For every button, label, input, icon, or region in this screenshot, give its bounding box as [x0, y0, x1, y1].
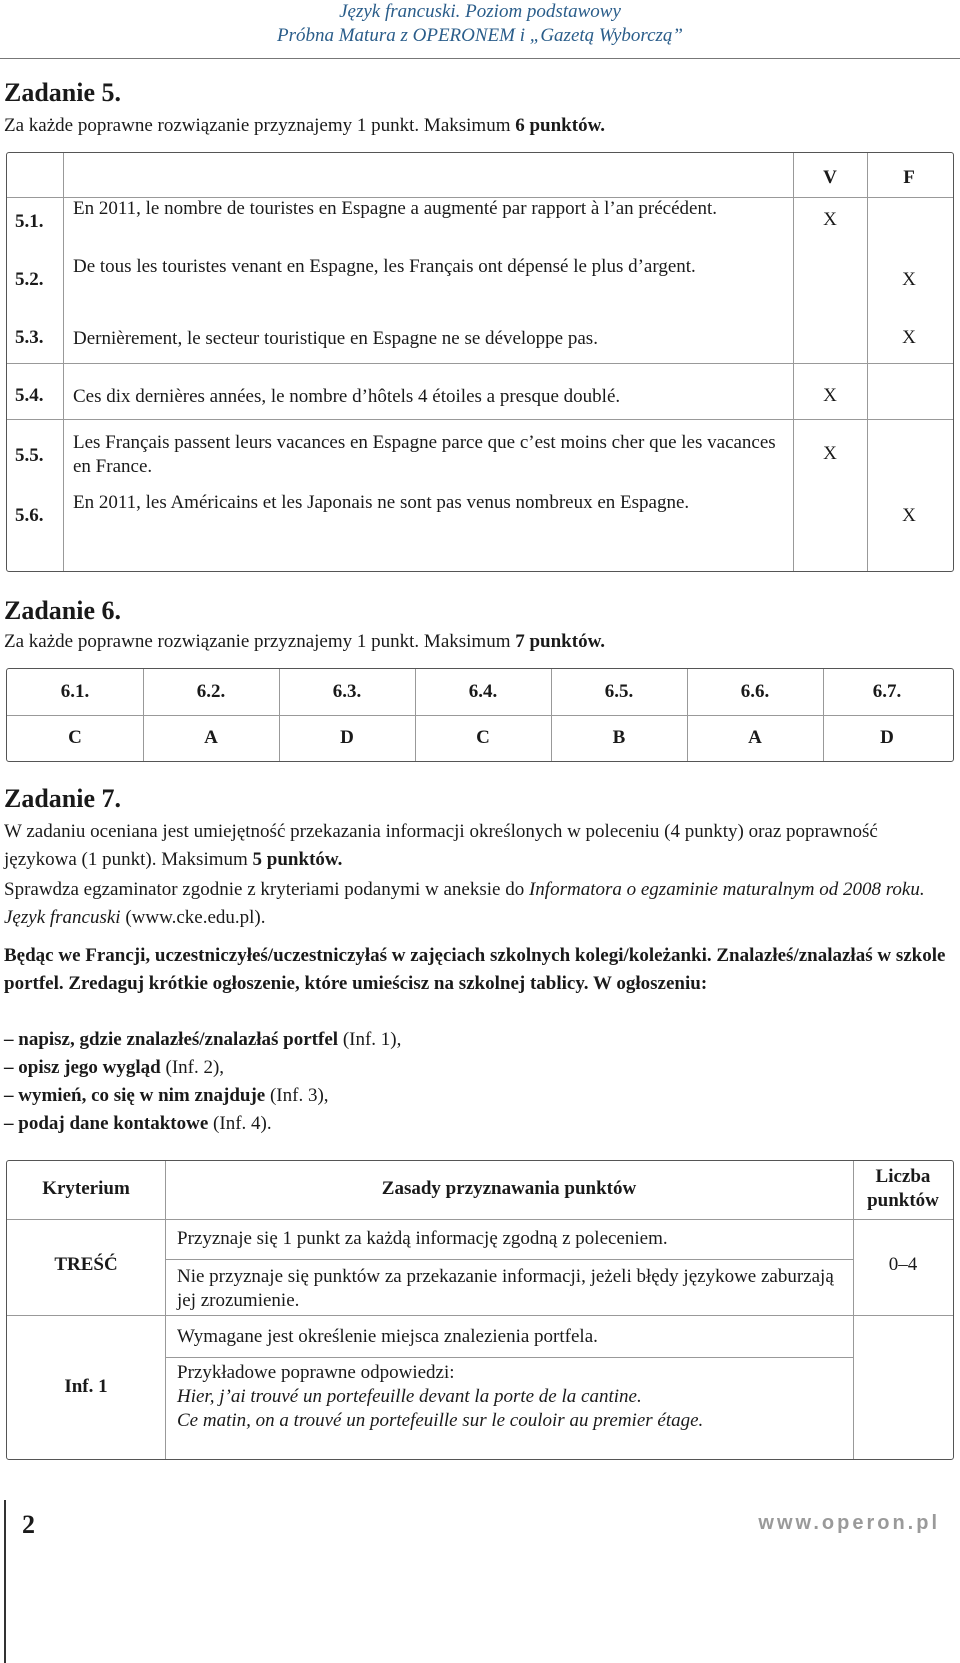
- header-divider: [0, 58, 960, 59]
- bullet-item: – wymień, co się w nim znajduje (Inf. 3),: [4, 1085, 329, 1106]
- answer-letter: C: [68, 727, 82, 748]
- header-criterion: Kryterium: [42, 1178, 130, 1199]
- statement-text: Dernièrement, le secteur touristique en Espagne ne se développe pas.: [73, 328, 598, 349]
- publisher-website: www.operon.pl: [758, 1512, 940, 1534]
- column-true-header: V: [823, 167, 837, 188]
- inf1-examples: Przykładowe poprawne odpowiedzi: Hier, j’ai trouvé un portefeuille devant la porte de la cantine. Ce matin, on a trouvé un portefeuille sur le couloir au premier étage.: [177, 1362, 704, 1431]
- statement-text: En 2011, le nombre de touristes en Espagne a augmenté par rapport à l’an précédent.: [73, 198, 717, 219]
- statement-text: De tous les touristes venant en Espagne, les Français ont dépensé le plus d’argent.: [73, 256, 696, 277]
- statement-text: En 2011, les Américains et les Japonais ne sont pas venus nombreux en Espagne.: [73, 492, 690, 513]
- answer-true-mark: X: [823, 209, 837, 230]
- answer-letter: D: [880, 727, 894, 748]
- row-number: 5.2.: [15, 269, 44, 290]
- answer-letter: B: [612, 727, 626, 748]
- row-number: 5.6.: [15, 505, 44, 526]
- task5-instructions: Za każde poprawne rozwiązanie przyznajemy 1 punkt. Maksimum 6 punktów.: [4, 115, 606, 136]
- answer-false-mark: X: [902, 327, 916, 348]
- answer-letter: A: [204, 727, 218, 748]
- header-points: Liczba punktów: [867, 1166, 939, 1211]
- answer-true-mark: X: [823, 385, 837, 406]
- content-rule-2: Nie przyznaje się punktów za przekazanie informacji, jeżeli błędy językowe zaburzają jej zrozumienie.: [177, 1266, 834, 1311]
- answer-letter: D: [340, 727, 354, 748]
- question-number: 6.7.: [872, 681, 902, 702]
- question-number: 6.5.: [604, 681, 634, 702]
- question-number: 6.1.: [60, 681, 90, 702]
- question-number: 6.6.: [740, 681, 770, 702]
- header-subject: Język francuski. Poziom podstawowy: [339, 1, 621, 22]
- task5-table: [6, 152, 954, 572]
- page-number: 2: [22, 1510, 35, 1539]
- task7-scoring-note: W zadaniu oceniana jest umiejętność przekazania informacji określonych w poleceniu (4 punkty) oraz poprawność językowa (1 punkt). Maksimum 5 punktów.: [4, 821, 878, 870]
- header-exam: Próbna Matura z OPERONEM i „Gazetą Wyborczą”: [276, 25, 684, 46]
- question-number: 6.4.: [468, 681, 498, 702]
- answer-false-mark: X: [902, 269, 916, 290]
- content-points: 0–4: [888, 1254, 918, 1275]
- row-number: 5.4.: [15, 385, 44, 406]
- answer-false-mark: X: [902, 505, 916, 526]
- task7-bullet-list: [4, 1026, 954, 1138]
- criterion-inf1: Inf. 1: [64, 1376, 108, 1397]
- task5-title: Zadanie 5.: [4, 78, 122, 107]
- task6-answer-table: [6, 668, 954, 762]
- task7-title: Zadanie 7.: [4, 784, 122, 813]
- header-rules: Zasady przyznawania punktów: [381, 1178, 637, 1199]
- task7-instruction: Będąc we Francji, uczestniczyłeś/uczestniczyłaś w zajęciach szkolnych kolegi/koleżanki. Znalazłeś/znalazłaś w szkole portfel. Zredaguj krótkie ogłoszenie, które umieścisz na szkolnej tablicy. W ogłoszeniu:: [4, 945, 946, 994]
- column-false-header: F: [903, 167, 915, 188]
- bullet-item: – opisz jego wygląd (Inf. 2),: [4, 1057, 225, 1078]
- task7-examiner-note: Sprawdza egzaminator zgodnie z kryteriami podanymi w aneksie do Informatora o egzaminie maturalnym od 2008 roku. Język francuski (www.cke.edu.pl).: [4, 879, 925, 928]
- answer-letter: A: [748, 727, 762, 748]
- footer-rule: [4, 1500, 6, 1663]
- row-number: 5.5.: [15, 445, 44, 466]
- statement-text: Ces dix dernières années, le nombre d’hôtels 4 étoiles a presque doublé.: [73, 386, 621, 407]
- question-number: 6.3.: [332, 681, 362, 702]
- inf1-rule: Wymagane jest określenie miejsca znalezienia portfela.: [177, 1326, 598, 1347]
- criterion-content: TREŚĆ: [54, 1254, 118, 1275]
- question-number: 6.2.: [196, 681, 226, 702]
- criteria-table: [6, 1160, 954, 1460]
- row-number: 5.3.: [15, 327, 44, 348]
- statement-text: Les Français passent leurs vacances en Espagne parce que c’est moins cher que les vacances en France.: [73, 432, 776, 477]
- page-header: [240, 0, 720, 48]
- content-rule-1: Przyznaje się 1 punkt za każdą informację zgodną z poleceniem.: [177, 1228, 668, 1249]
- row-number: 5.1.: [15, 211, 44, 232]
- bullet-item: – napisz, gdzie znalazłeś/znalazłaś portfel (Inf. 1),: [4, 1029, 402, 1050]
- task6-instructions: Za każde poprawne rozwiązanie przyznajemy 1 punkt. Maksimum 7 punktów.: [4, 631, 606, 652]
- bullet-item: – podaj dane kontaktowe (Inf. 4).: [4, 1113, 272, 1134]
- answer-true-mark: X: [823, 443, 837, 464]
- task6-title: Zadanie 6.: [4, 596, 122, 625]
- answer-letter: C: [476, 727, 490, 748]
